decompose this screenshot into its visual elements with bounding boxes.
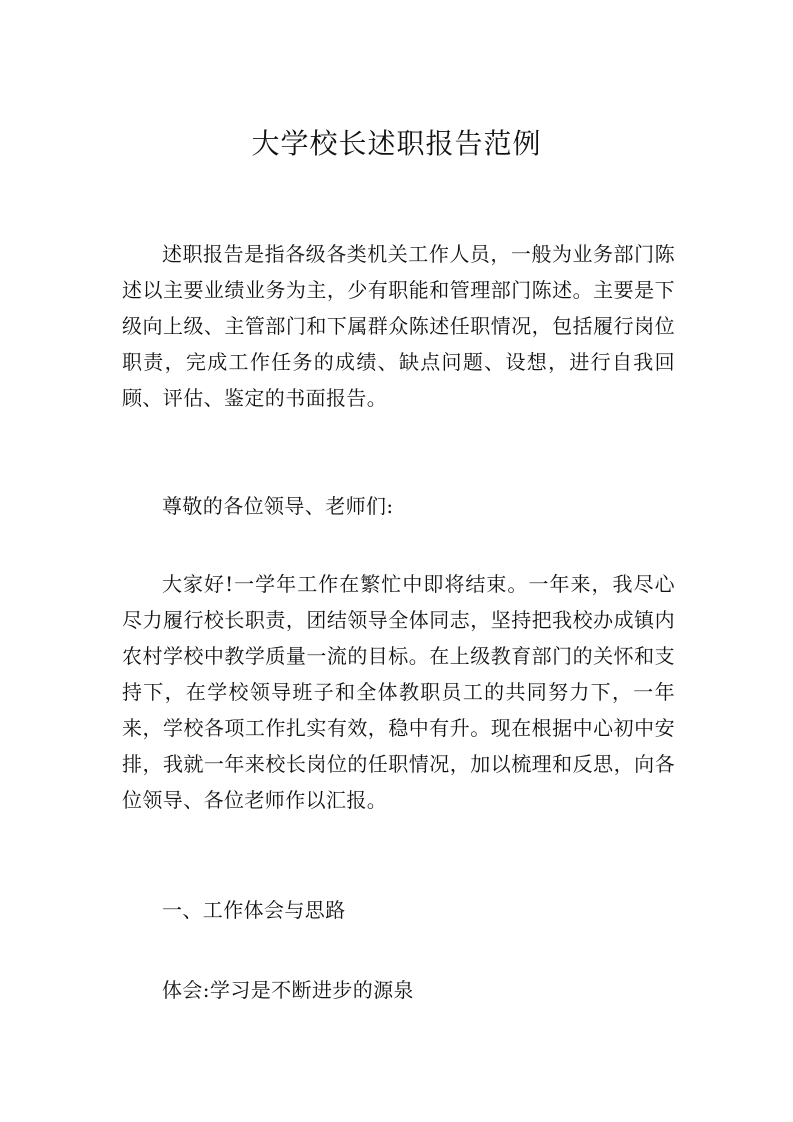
document-title: 大学校长述职报告范例 xyxy=(251,127,542,160)
section-heading-1: 一、工作体会与思路 xyxy=(162,898,346,922)
subheading-experience: 体会:学习是不断进步的源泉 xyxy=(162,978,414,1002)
paragraph-salutation: 尊敬的各位领导、老师们: xyxy=(162,494,394,518)
paragraph-definition: 述职报告是指各级各类机关工作人员，一般为业务部门陈述以主要业绩业务为主，少有职能和管理部门陈述。主要是下级向上级、主管部门和下属群众陈述任职情况，包括履行岗位职责，完成工作任务的成绩、缺点问题、设想，进行自我回顾、评估、鉴定的书面报告。 xyxy=(122,242,675,410)
paragraph-greeting: 大家好!一学年工作在繁忙中即将结束。一年来，我尽心尽力履行校长职责，团结领导全体同志，坚持把我校办成镇内农村学校中教学质量一流的目标。在上级教育部门的关怀和支持下，在学校领导班子和全体教职员工的共同努力下，一年来，学校各项工作扎实有效，稳中有升。现在根据中心初中安排，我就一年来校长岗位的任职情况，加以梳理和反思，向各位领导、各位老师作以汇报。 xyxy=(122,572,675,812)
